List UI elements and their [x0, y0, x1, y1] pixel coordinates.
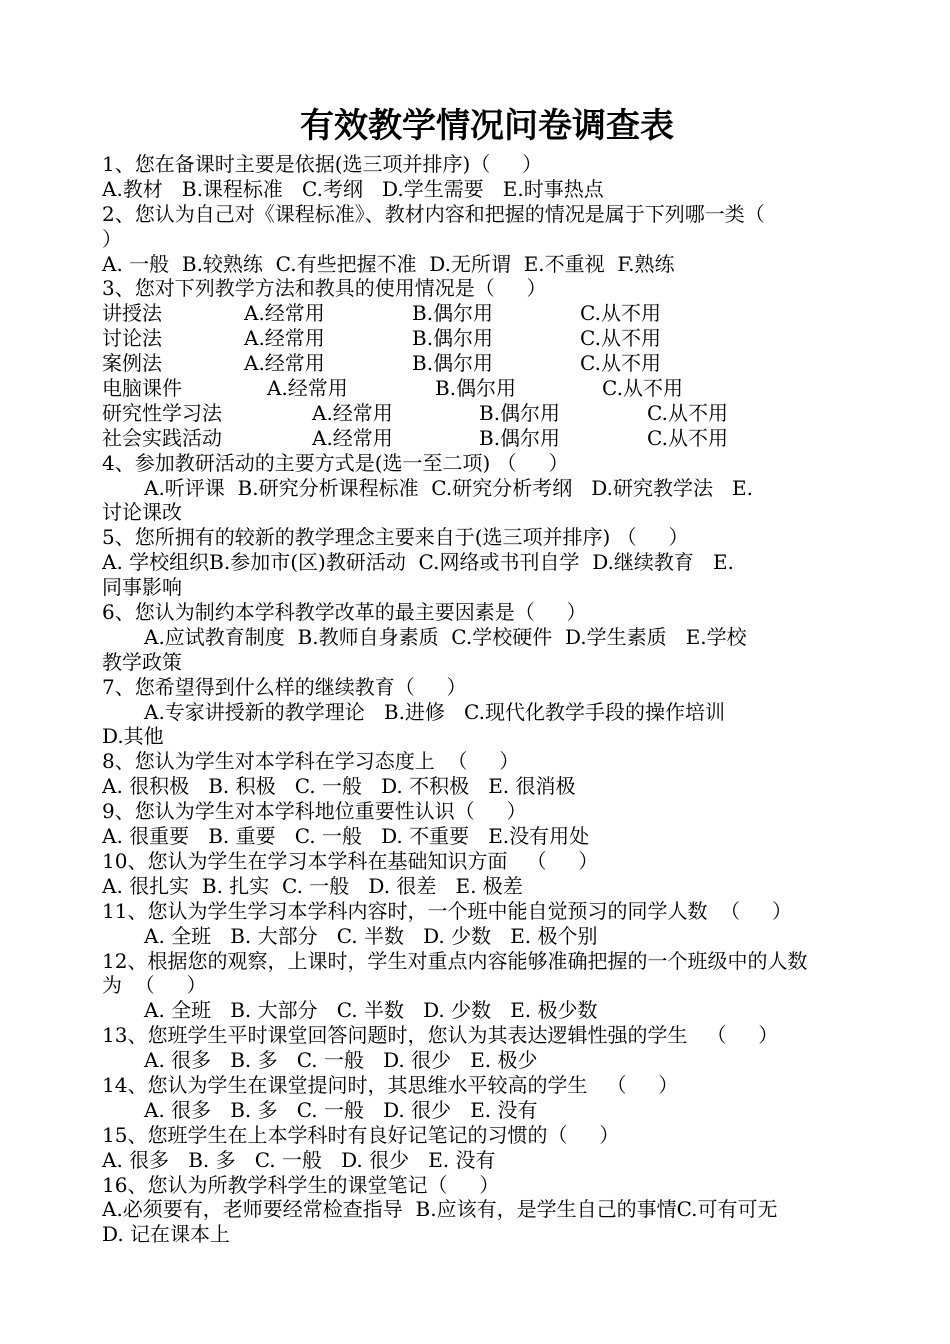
- question-1-options: A.教材 B.课程标准 C.考纲 D.学生需要 E.时事热点: [102, 176, 604, 201]
- question-14-options: A. 很多 B. 多 C. 一般 D. 很少 E. 没有: [144, 1097, 538, 1122]
- page-title: 有效教学情况问卷调查表: [300, 106, 674, 146]
- option-c: C.从不用: [647, 425, 728, 450]
- option-c: C.从不用: [580, 301, 661, 326]
- question-16: 16、您认为所教学科学生的课堂笔记（ ）: [102, 1172, 500, 1197]
- option-b: B.偶尔用: [479, 425, 561, 450]
- question-10: 10、您认为学生在学习本学科在基础知识方面 （ ）: [102, 848, 599, 873]
- option-c: C.从不用: [647, 400, 728, 425]
- option-c: C.从不用: [580, 326, 661, 351]
- option-b: B.偶尔用: [412, 301, 494, 326]
- question-2: 2、您认为自己对《课程标准》、教材内容和把握的情况是属于下列哪一类（: [102, 201, 765, 226]
- option-b: B.偶尔用: [412, 326, 494, 351]
- option-b: B.偶尔用: [435, 376, 517, 401]
- option-c: C.从不用: [602, 376, 683, 401]
- question-9: 9、您认为学生对本学科地位重要性认识（ ）: [102, 799, 527, 824]
- method-label: 讲授法: [102, 301, 162, 326]
- question-15-options: A. 很多 B. 多 C. 一般 D. 很少 E. 没有: [102, 1147, 496, 1172]
- question-8: 8、您认为学生对本学科在学习态度上 （ ）: [102, 749, 520, 774]
- question-12-cont: 为 （ ）: [102, 973, 207, 998]
- question-16-options: A.必须要有，老师要经常检查指导 B.应该有，是学生自己的事情C.可有可无: [102, 1197, 778, 1222]
- question-9-options: A. 很重要 B. 重要 C. 一般 D. 不重要 E.没有用处: [102, 824, 590, 849]
- option-a: A.经常用: [312, 425, 393, 450]
- question-7-options-cont: D.其他: [102, 724, 164, 749]
- option-a: A.经常用: [244, 351, 325, 376]
- question-3-row: [102, 301, 872, 326]
- question-13: 13、您班学生平时课堂回答问题时，您认为其表达逻辑性强的学生 （ ）: [102, 1023, 779, 1048]
- option-a: A.经常用: [244, 301, 325, 326]
- question-7: 7、您希望得到什么样的继续教育（ ）: [102, 674, 467, 699]
- question-4-options-cont: 讨论课改: [102, 500, 182, 525]
- question-3-row: [102, 401, 872, 426]
- question-3-row: [102, 351, 872, 376]
- method-label: 讨论法: [102, 326, 162, 351]
- question-11: 11、您认为学生学习本学科内容时，一个班中能自觉预习的同学人数 （ ）: [102, 898, 792, 923]
- question-8-options: A. 很积极 B. 积极 C. 一般 D. 不积极 E. 很消极: [102, 774, 576, 799]
- question-6: 6、您认为制约本学科教学改革的最主要因素是（ ）: [102, 600, 587, 625]
- questionnaire-page: [102, 100, 872, 1247]
- method-label: 案例法: [102, 351, 162, 376]
- option-c: C.从不用: [580, 351, 661, 376]
- question-3-row: [102, 426, 872, 451]
- option-a: A.经常用: [267, 376, 348, 401]
- question-7-options: A.专家讲授新的教学理论 B.进修 C.现代化教学手段的操作培训: [144, 699, 725, 724]
- method-label: 研究性学习法: [102, 400, 222, 425]
- question-6-options-cont: 教学政策: [102, 649, 182, 674]
- question-4: 4、参加教研活动的主要方式是(选一至二项) （ ）: [102, 450, 569, 475]
- question-12: 12、根据您的观察，上课时，学生对重点内容能够准确把握的一个班级中的人数: [102, 948, 808, 973]
- question-3: 3、您对下列教学方法和教具的使用情况是（ ）: [102, 276, 547, 301]
- question-5: 5、您所拥有的较新的教学理念主要来自于(选三项并排序) （ ）: [102, 525, 689, 550]
- question-3-row: [102, 376, 872, 401]
- method-label: 电脑课件: [102, 376, 182, 401]
- question-2-cont: ）: [102, 226, 122, 251]
- question-16-options-cont: D. 记在课本上: [102, 1222, 231, 1247]
- question-11-options: A. 全班 B. 大部分 C. 半数 D. 少数 E. 极个别: [144, 923, 598, 948]
- question-2-options: A. 一般 B.较熟练 C.有些把握不准 D.无所谓 E.不重视 F.熟练: [102, 251, 675, 276]
- option-a: A.经常用: [312, 400, 393, 425]
- question-6-options: A.应试教育制度 B.教师自身素质 C.学校硬件 D.学生素质 E.学校: [144, 624, 747, 649]
- question-5-options-cont: 同事影响: [102, 575, 182, 600]
- method-label: 社会实践活动: [102, 425, 222, 450]
- question-1: 1、您在备课时主要是依据(选三项并排序)（ ）: [102, 152, 543, 176]
- question-10-options: A. 很扎实 B. 扎实 C. 一般 D. 很差 E. 极差: [102, 873, 523, 898]
- question-5-options: A. 学校组织B.参加市(区)教研活动 C.网络或书刊自学 D.继续教育 E.: [102, 550, 734, 575]
- question-3-row: [102, 326, 872, 351]
- option-b: B.偶尔用: [479, 400, 561, 425]
- question-14: 14、您认为学生在课堂提问时，其思维水平较高的学生 （ ）: [102, 1072, 679, 1097]
- question-15: 15、您班学生在上本学科时有良好记笔记的习惯的（ ）: [102, 1122, 620, 1147]
- question-13-options: A. 很多 B. 多 C. 一般 D. 很少 E. 极少: [144, 1048, 538, 1073]
- question-4-options: A.听评课 B.研究分析课程标准 C.研究分析考纲 D.研究教学法 E.: [144, 475, 754, 500]
- option-b: B.偶尔用: [412, 351, 494, 376]
- question-12-options: A. 全班 B. 大部分 C. 半数 D. 少数 E. 极少数: [144, 998, 598, 1023]
- option-a: A.经常用: [244, 326, 325, 351]
